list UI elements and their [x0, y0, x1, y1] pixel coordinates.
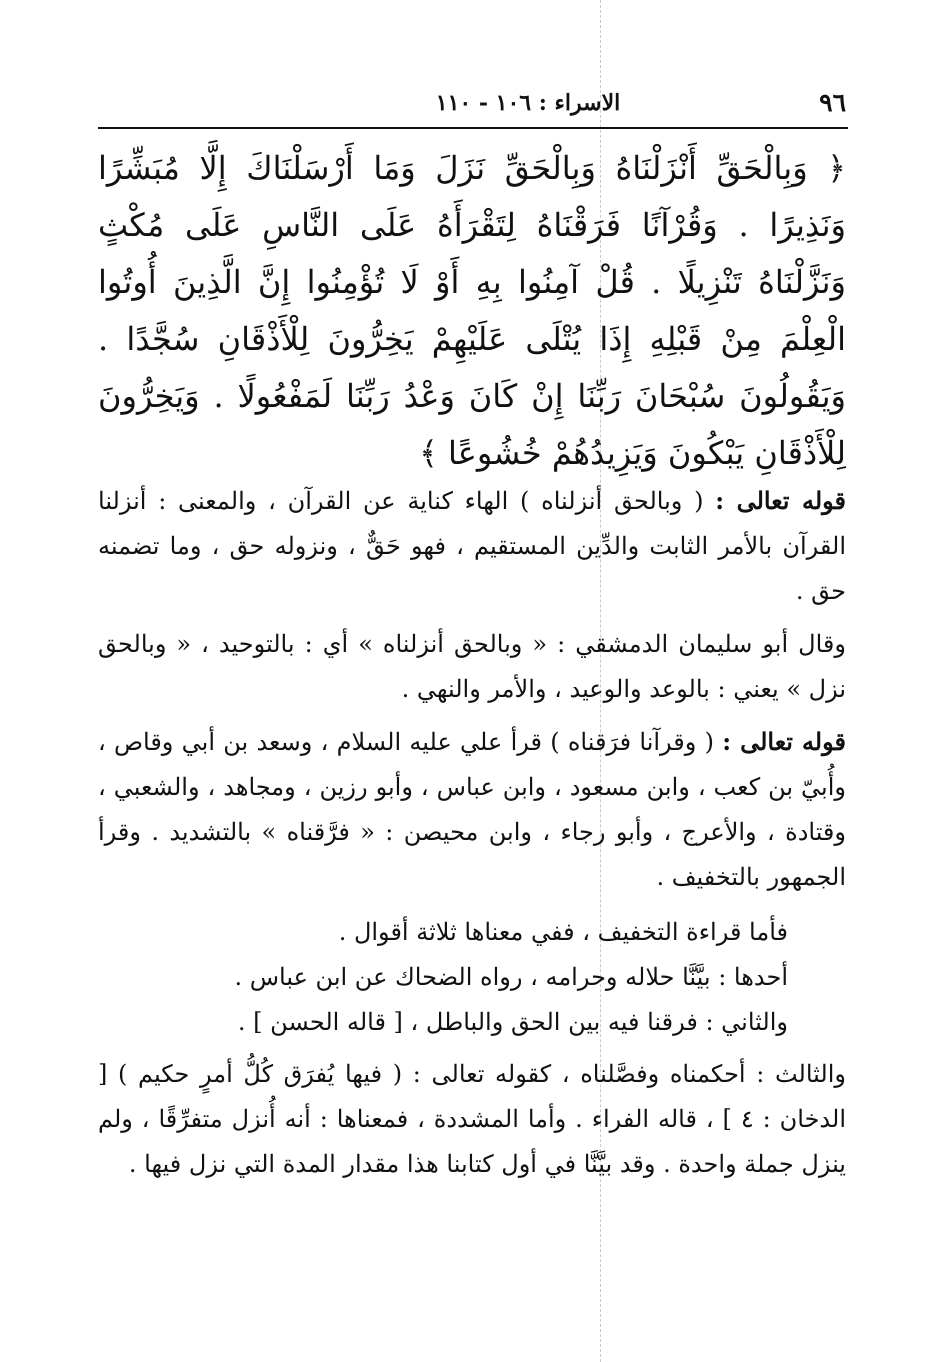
paragraph-text: ( وبالحق أنزلناه ) الهاء كناية عن القرآن ، والمعنى : أنزلنا القرآن بالأمر الثابت والدِّين المستقيم ، فهو حَقٌّ ، ونزوله حق ، وما تضمنه حق . [98, 487, 846, 605]
reading-item: أحدها : بيَّنَّا حلاله وحرامه ، رواه الضحاك عن ابن عباس . [234, 963, 788, 991]
paragraph-text: ( وقرآنا فرَقناه ) قرأ علي عليه السلام ، وسعد بن أبي وقاص ، وأُبيّ بن كعب ، وابن مسعود ، وابن عباس ، وأبو رزين ، ومجاهد ، والشعبي ، وقتادة ، والأعرج ، وأبو رجاء ، وابن محيصن : « فرَّقناه » بالتشديد . وقرأ الجمهور بالتخفيف . [98, 728, 846, 891]
reading-item: والثاني : فرقنا فيه بين الحق والباطل ، [ قاله الحسن ] . [237, 1008, 788, 1036]
closing-paragraph: والثالث : أحكمناه وفصَّلناه ، كقوله تعالى : ( فيها يُفرَق كُلُّ أمرٍ حكيم ) [ الدخان : ٤ ] ، قاله الفراء . وأما المشددة ، فمعناها : أنه أُنزل متفرِّقًا ، ولم ينزل جملة واحدة . وقد بيَّنَّا في أول كتابنا هذا مقدار المدة التي نزل فيها . [98, 1060, 846, 1178]
paragraph-lead: قوله تعالى : [722, 727, 846, 756]
commentary-paragraph [98, 478, 846, 614]
quran-verse-block: ﴿ وَبِالْحَقِّ أَنْزَلْنَاهُ وَبِالْحَقِّ نَزَلَ وَمَا أَرْسَلْنَاكَ إِلَّا مُبَشِّرًا وَنَذِيرًا . وَقُرْآنًا فَرَقْنَاهُ لِتَقْرَأَهُ عَلَى النَّاسِ عَلَى مُكْثٍ وَنَزَّلْنَاهُ تَنْزِيلًا . قُلْ آمِنُوا بِهِ أَوْ لَا تُؤْمِنُوا إِنَّ الَّذِينَ أُوتُوا الْعِلْمَ مِنْ قَبْلِهِ إِذَا يُتْلَى عَلَيْهِمْ يَخِرُّونَ لِلْأَذْقَانِ سُجَّدًا . وَيَقُولُونَ سُبْحَانَ رَبِّنَا إِنْ كَانَ وَعْدُ رَبِّنَا لَمَفْعُولًا . وَيَخِرُّونَ لِلْأَذْقَانِ يَبْكُونَ وَيَزِيدُهُمْ خُشُوعًا ﴾ [98, 149, 847, 472]
page-header [98, 88, 846, 122]
running-title: الاسراء : ١٠٦ - ١١٠ [435, 90, 621, 116]
commentary-paragraph [98, 719, 846, 900]
header-rule [98, 127, 848, 129]
commentary-paragraph [98, 621, 846, 712]
paragraph-lead: قوله تعالى : [715, 486, 846, 515]
paragraph-text: وقال أبو سليمان الدمشقي : « وبالحق أنزلناه » أي : بالتوحيد ، « وبالحق نزل » يعني : بالوعد والوعيد ، والأمر والنهي . [98, 630, 846, 703]
page-number: ٩٦ [819, 88, 846, 117]
commentary [98, 478, 846, 1187]
readings-intro: فأما قراءة التخفيف ، ففي معناها ثلاثة أقوال . [338, 918, 788, 946]
